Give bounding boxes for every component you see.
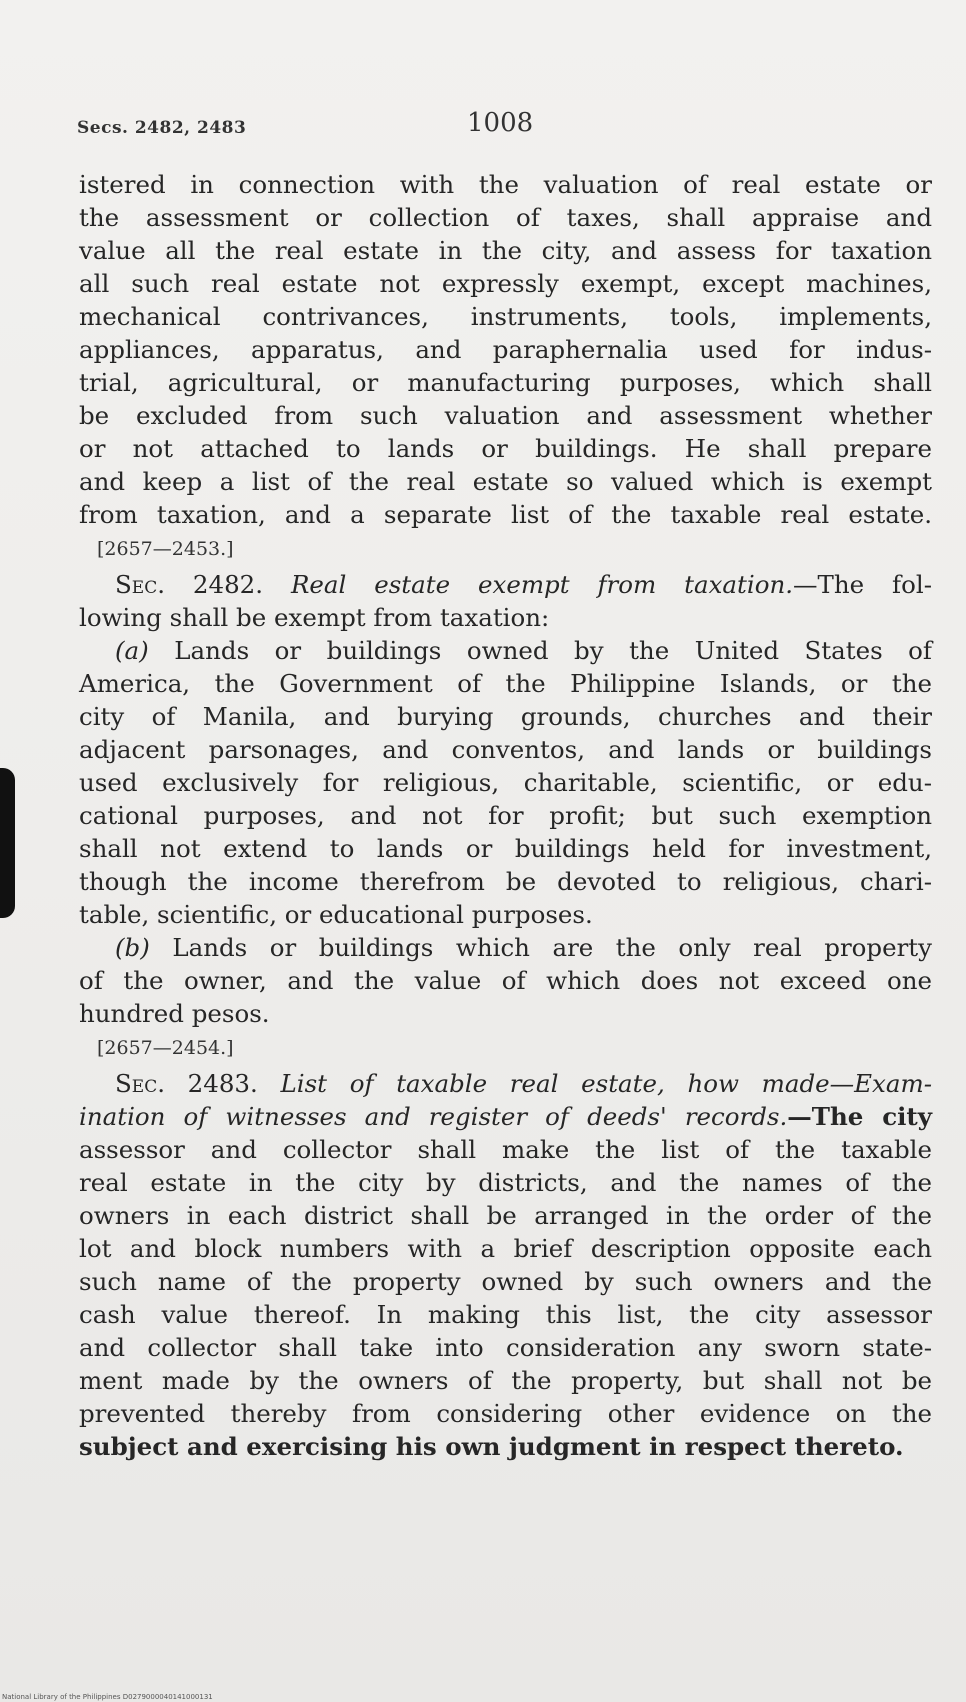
text-line: istered in connection with the valuation of real estate or (79, 170, 932, 199)
clause-b-first-line (79, 931, 932, 964)
text-line: though the income therefrom be devoted to religious, chari- (79, 867, 932, 896)
text-line: cash value thereof. In making this list, the city assessor (79, 1300, 932, 1329)
text-line: value all the real estate in the city, and assess for taxation (79, 236, 932, 265)
text-line: lowing shall be exempt from taxation: (79, 603, 550, 632)
text-line: or not attached to lands or buildings. He shall prepare (79, 434, 932, 463)
page-header (77, 108, 937, 148)
text-fragment: Lands or buildings owned by the United States of (148, 636, 932, 665)
text-line: city of Manila, and burying grounds, churches and their (79, 702, 932, 731)
text-line: ment made by the owners of the property, but shall not be (79, 1366, 932, 1395)
text-line: lot and block numbers with a brief description opposite each (79, 1234, 932, 1263)
section-range: Secs. 2482, 2483 (77, 118, 247, 138)
source-reference: [2657—2454.] (97, 1037, 234, 1059)
body-text (79, 168, 932, 1463)
text-line: used exclusively for religious, charitable, scientific, or edu- (79, 768, 932, 797)
text-fragment: Lands or buildings which are the only real property (149, 933, 932, 962)
text-line: shall not extend to lands or buildings held for investment, (79, 834, 932, 863)
scan-footer: National Library of the Philippines D0279000040141000131 (2, 1693, 213, 1701)
text-line: real estate in the city by districts, and the names of the (79, 1168, 932, 1197)
text-line: cational purposes, and not for profit; but such exemption (79, 801, 932, 830)
text-fragment: —The city (787, 1102, 932, 1131)
text-line: table, scientific, or educational purposes. (79, 900, 593, 929)
text-line: owners in each district shall be arranged in the order of the (79, 1201, 932, 1230)
section-title: List of taxable real estate, how made—Exam- (280, 1069, 932, 1098)
text-line: be excluded from such valuation and assessment whether (79, 401, 932, 430)
text-line: such name of the property owned by such owners and the (79, 1267, 932, 1296)
text-line: and keep a list of the real estate so valued which is exempt (79, 467, 932, 496)
text-line: prevented thereby from considering other evidence on the (79, 1399, 932, 1428)
text-line: the assessment or collection of taxes, shall appraise and (79, 203, 932, 232)
section-label: Sec. 2483. (115, 1069, 258, 1098)
section-title-continuation (79, 1100, 932, 1133)
text-line: trial, agricultural, or manufacturing purposes, which shall (79, 368, 932, 397)
source-reference: [2657—2453.] (97, 538, 234, 560)
text-line: adjacent parsonages, and conventos, and lands or buildings (79, 735, 932, 764)
clause-marker: (b) (115, 933, 150, 962)
text-line: from taxation, and a separate list of the taxable real estate. (79, 500, 932, 529)
section-title: Real estate exempt from taxation. (290, 570, 794, 599)
section-heading-2482 (79, 568, 932, 601)
page-number: 1008 (467, 108, 534, 138)
text-line: all such real estate not expressly exempt, except machines, (79, 269, 932, 298)
section-label: Sec. 2482. (115, 570, 264, 599)
text-line: mechanical contrivances, instruments, tools, implements, (79, 302, 932, 331)
text-line: appliances, apparatus, and paraphernalia used for indus- (79, 335, 932, 364)
clause-marker: (a) (115, 636, 149, 665)
binding-shadow (0, 768, 15, 918)
section-title: ination of witnesses and register of deeds' records. (79, 1102, 788, 1131)
clause-a-first-line (79, 634, 932, 667)
text-line: America, the Government of the Philippine Islands, or the (79, 669, 932, 698)
text-line: hundred pesos. (79, 999, 270, 1028)
text-line: of the owner, and the value of which does not exceed one (79, 966, 932, 995)
section-heading-2483 (79, 1067, 932, 1100)
text-fragment: —The fol- (793, 570, 932, 599)
text-line: subject and exercising his own judgment in respect thereto. (79, 1432, 904, 1461)
text-line: and collector shall take into consideration any sworn state- (79, 1333, 932, 1362)
text-line: assessor and collector shall make the list of the taxable (79, 1135, 932, 1164)
